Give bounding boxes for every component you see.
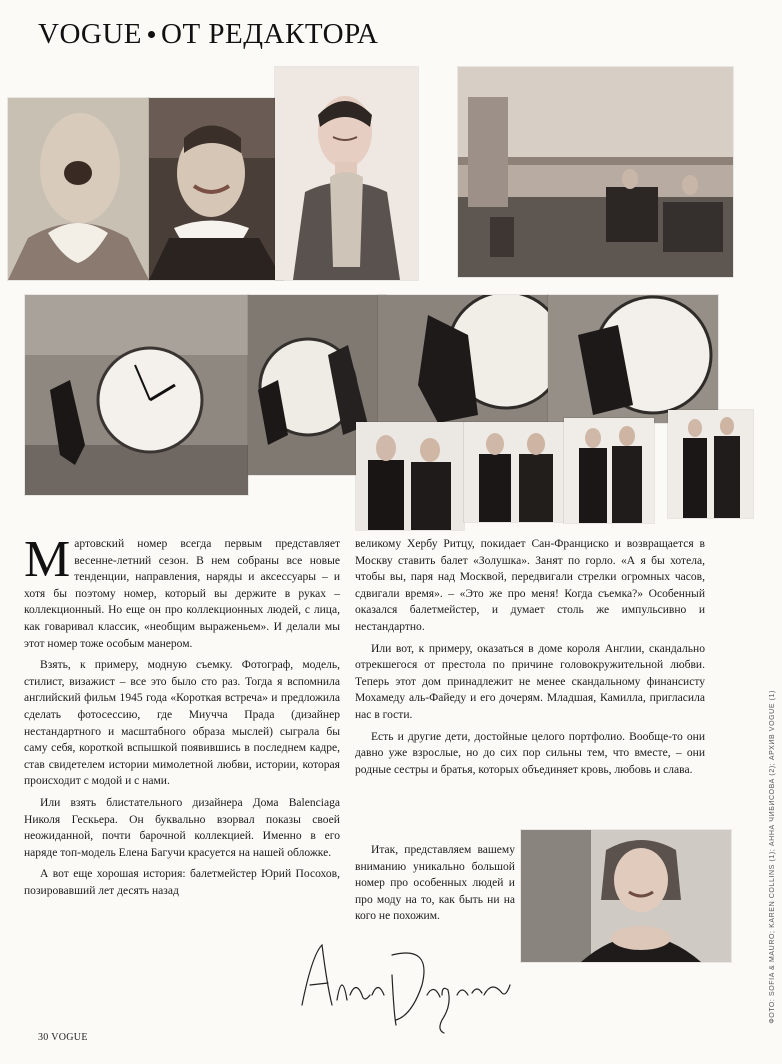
photo-clock-dip	[378, 295, 548, 423]
photo-credit: ФОТО: SOFIA & MAURO; KAREN COLLINS (1); АННА ЧИБИСОВА (2); АРХИВ VOGUE (1)	[769, 690, 776, 1024]
article-closing	[355, 842, 515, 930]
page-footer	[38, 1032, 88, 1043]
photo-model-laughing	[8, 98, 149, 280]
article-column-right	[355, 536, 705, 783]
article-paragraph: А вот еще хорошая история: балетмейстер Юрий Посохов, позировавший лет десять назад	[24, 868, 340, 897]
article-paragraph: артовский номер всегда первым представляет весенне-летний сезон. В нем собраны все новые тенденции, направления, наряды и аксессуары – и хотя бы поэтому номер, который вы держите в руках – коллекционный. Но еще он про коллекционных людей, с лица, как говаривал классик, «необщим выраженьем». И делали мы этот номер тоже особым манером.	[24, 538, 340, 650]
header-separator-dot	[148, 31, 155, 38]
photo-suits-group-2	[464, 422, 564, 522]
photo-suits-group-3	[564, 418, 654, 523]
article-paragraph: Взять, к примеру, модную съемку. Фотограф, модель, стилист, визажист – все это было сто раз. Тогда я вспомнила английский фильм 1945 года «Короткая встреча» и предложила сделать фотосессию, где Миучча Прада (дизайнер нестандартного и масштабного образа мыслей) сыграла бы саму себя, короткой вспышкой появившись в последнем кадре, став свидетелем истории мимолетной любви, истории, которая происходит с модой и с нами.	[24, 659, 340, 788]
brand-name: VOGUE	[38, 18, 142, 50]
dropcap: М	[24, 531, 71, 588]
photo-model-portrait	[275, 67, 418, 280]
section-title: ОТ РЕДАКТОРА	[161, 18, 379, 50]
article-paragraph: Или взять блистательного дизайнера Дома Balenciaga Николя Гескьера. Он буквально взорвал показы своей неожиданной, почти барочной коллекцией. Именно в его наряде топ-модель Елена Багучи красуется на нашей обложке.	[24, 796, 340, 859]
signature	[292, 925, 522, 1035]
article-paragraph: Есть и другие дети, достойные целого портфолио. Вообще-то они давно уже взрослые, но до сих пор сильны тем, что вместе, – они родные сестры и братья, которых объединяет кровь, любовь и слава.	[355, 730, 705, 776]
page-number: 30	[38, 1032, 49, 1043]
photo-clock-dip-2	[548, 295, 718, 423]
article-paragraph: Или вот, к примеру, оказаться в доме короля Англии, скандально отрекшегося от престола по причине головокружительной любви. Теперь этот дом принадлежит не менее скандальному финансисту Мохамеду аль-Файеду и его дочерям. Младшая, Камилла, пригласила нас в гости.	[355, 642, 705, 721]
article-paragraph: Итак, представляем вашему вниманию уникально большой номер про особенных людей и про моду на то, как быть ни на кого не похожим.	[355, 844, 515, 923]
footer-magazine: VOGUE	[51, 1032, 88, 1043]
photo-station-bench	[458, 67, 733, 277]
article-column-left	[24, 531, 340, 904]
photo-suits-group	[356, 422, 464, 530]
photo-clock-climber	[25, 295, 248, 495]
photo-suits-group-4	[668, 410, 753, 518]
photo-editor-portrait	[521, 830, 731, 962]
photo-model-smiling	[149, 98, 283, 280]
page-header	[38, 18, 378, 51]
article-paragraph: великому Хербу Ритцу, покидает Сан-Франциско и возвращается в Москву ставить балет «Золушка». Занят по горло. «А я бы хотела, чтобы вы, паря над Москвой, передвигали стрелки огромных часов, сдвигали время». – «Это же про меня! Когда съемка?» Особенный оказался балетмейстер, и думает столь же импульсивно и нестандартно.	[355, 538, 705, 633]
